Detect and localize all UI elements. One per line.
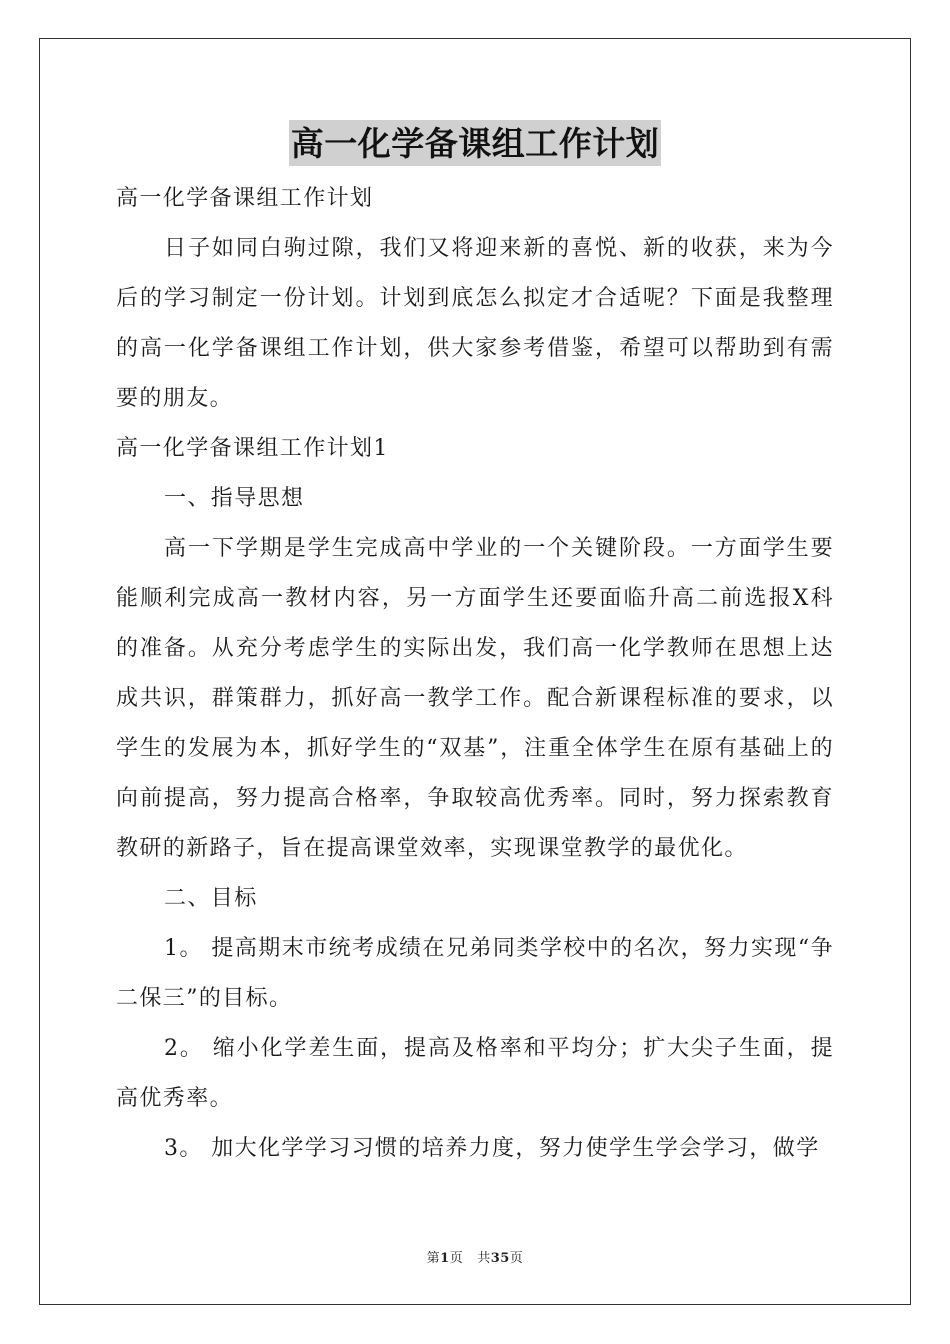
document-body: [116, 120, 834, 1174]
page-footer: [0, 1247, 950, 1266]
section-heading: 高一化学备课组工作计划1: [116, 436, 389, 461]
footer-total-pages: 35: [490, 1251, 510, 1266]
footer-total-prefix: 共: [477, 1251, 491, 1266]
footer-page-number: 1: [440, 1251, 450, 1266]
footer-prefix: 第: [426, 1251, 441, 1266]
subtitle-line: 高一化学备课组工作计划: [116, 186, 374, 211]
goal-item-1: 1。 提高期末市统考成绩在兄弟同类学校中的名次，努力实现“争二保三”的目标。: [116, 936, 834, 1011]
intro-paragraph: 日子如同白驹过隙，我们又将迎来新的喜悦、新的收获，来为今后的学习制定一份计划。计划到底怎么拟定才合适呢？下面是我整理的高一化学备课组工作计划，供大家参考借鉴，希望可以帮助到有需要的朋友。: [116, 236, 834, 411]
subheading-guiding-thought: 一、指导思想: [164, 486, 305, 511]
goal-item-3: 3。 加大化学学习习惯的培养力度，努力使学生学会学习，做学: [164, 1136, 820, 1161]
document-title: 高一化学备课组工作计划: [289, 120, 662, 166]
goal-item-2: 2。 缩小化学差生面，提高及格率和平均分；扩大尖子生面，提高优秀率。: [116, 1036, 834, 1111]
footer-page-unit: 页: [449, 1251, 464, 1266]
footer-total-unit: 页: [509, 1251, 524, 1266]
title-wrap: [116, 120, 834, 174]
subheading-goals: 二、目标: [164, 886, 258, 911]
guiding-thought-paragraph: 高一下学期是学生完成高中学业的一个关键阶段。一方面学生要能顺利完成高一教材内容，另一方面学生还要面临升高二前选报X科的准备。从充分考虑学生的实际出发，我们高一化学教师在思想上达成共识，群策群力，抓好高一教学工作。配合新课程标准的要求，以学生的发展为本，抓好学生的“双基”，注重全体学生在原有基础上的向前提高，努力提高合格率，争取较高优秀率。同时，努力探索教育教研的新路子，旨在提高课堂效率，实现课堂教学的最优化。: [116, 536, 834, 861]
